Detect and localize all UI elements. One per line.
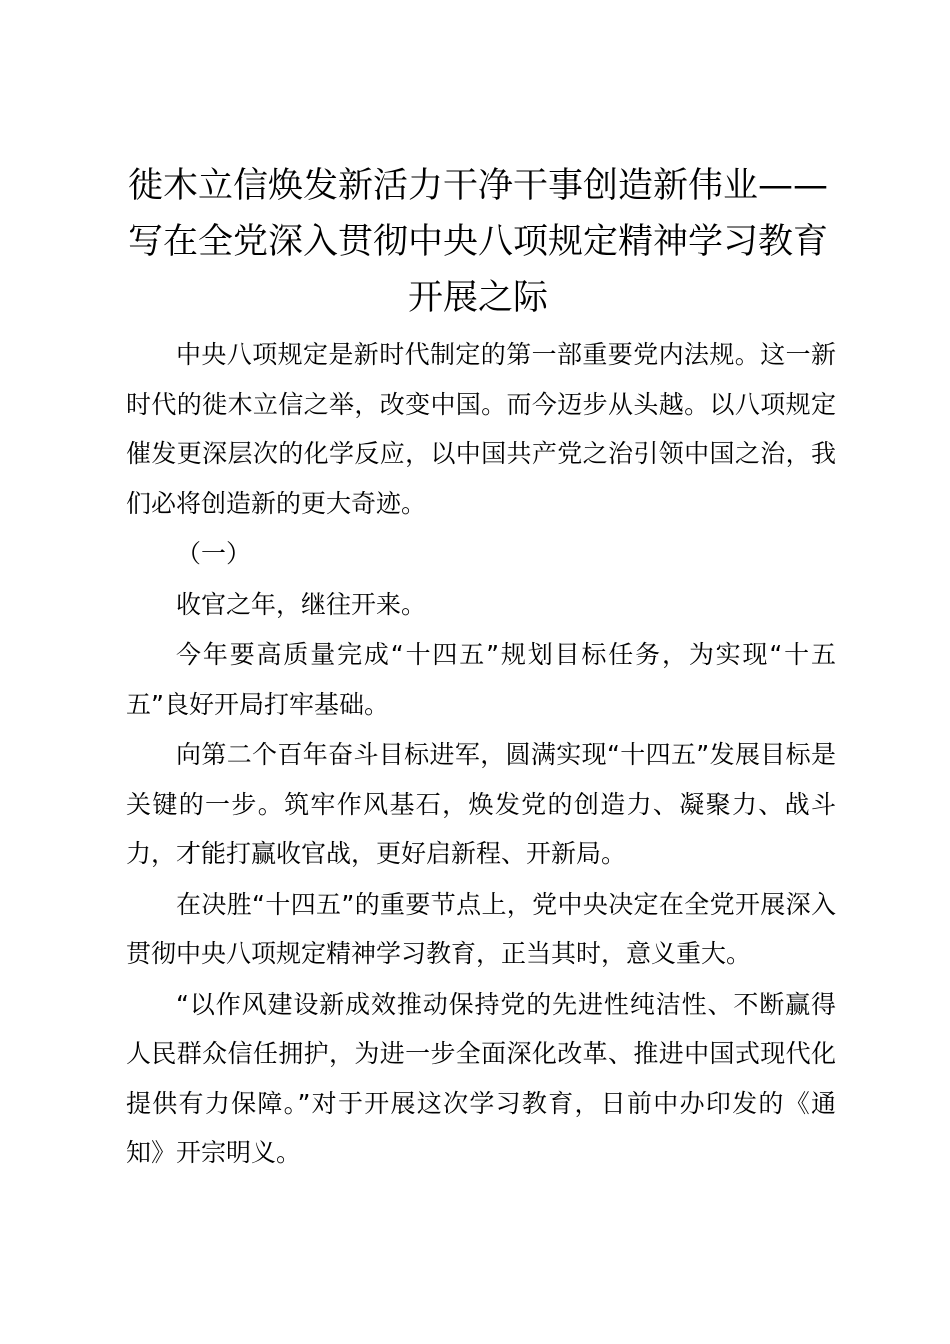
paragraph-intro: 中央八项规定是新时代制定的第一部重要党内法规。这一新时代的徙木立信之举，改变中国。而今迈步从头越。以八项规定催发更深层次的化学反应，以中国共产党之治引领中国之治，我们必将创造新的更大奇迹。: [126, 340, 836, 518]
section-heading-one: （一）: [176, 539, 252, 568]
paragraph: 收官之年，继往开来。: [176, 589, 427, 619]
document-body: [126, 330, 836, 1179]
paragraph: 在决胜“十四五”的重要节点上，党中央决定在全党开展深入贯彻中央八项规定精神学习教育，正当其时，意义重大。: [126, 889, 836, 968]
paragraph-quote: “以作风建设新成效推动保持党的先进性纯洁性、不断赢得人民群众信任拥护，为进一步全面深化改革、推进中国式现代化提供有力保障。”对于开展这次学习教育，日前中办印发的《通知》开宗明义。: [126, 989, 836, 1167]
paragraph: 向第二个百年奋斗目标进军，圆满实现“十四五”发展目标是关键的一步。筑牢作风基石，焕发党的创造力、凝聚力、战斗力，才能打赢收官战，更好启新程、开新局。: [126, 740, 836, 868]
document-title: 徙木立信焕发新活力干净干事创造新伟业——写在全党深入贯彻中央八项规定精神学习教育开展之际: [127, 166, 828, 318]
paragraph: 今年要高质量完成“十四五”规划目标任务，为实现“十五五”良好开局打牢基础。: [126, 640, 836, 719]
